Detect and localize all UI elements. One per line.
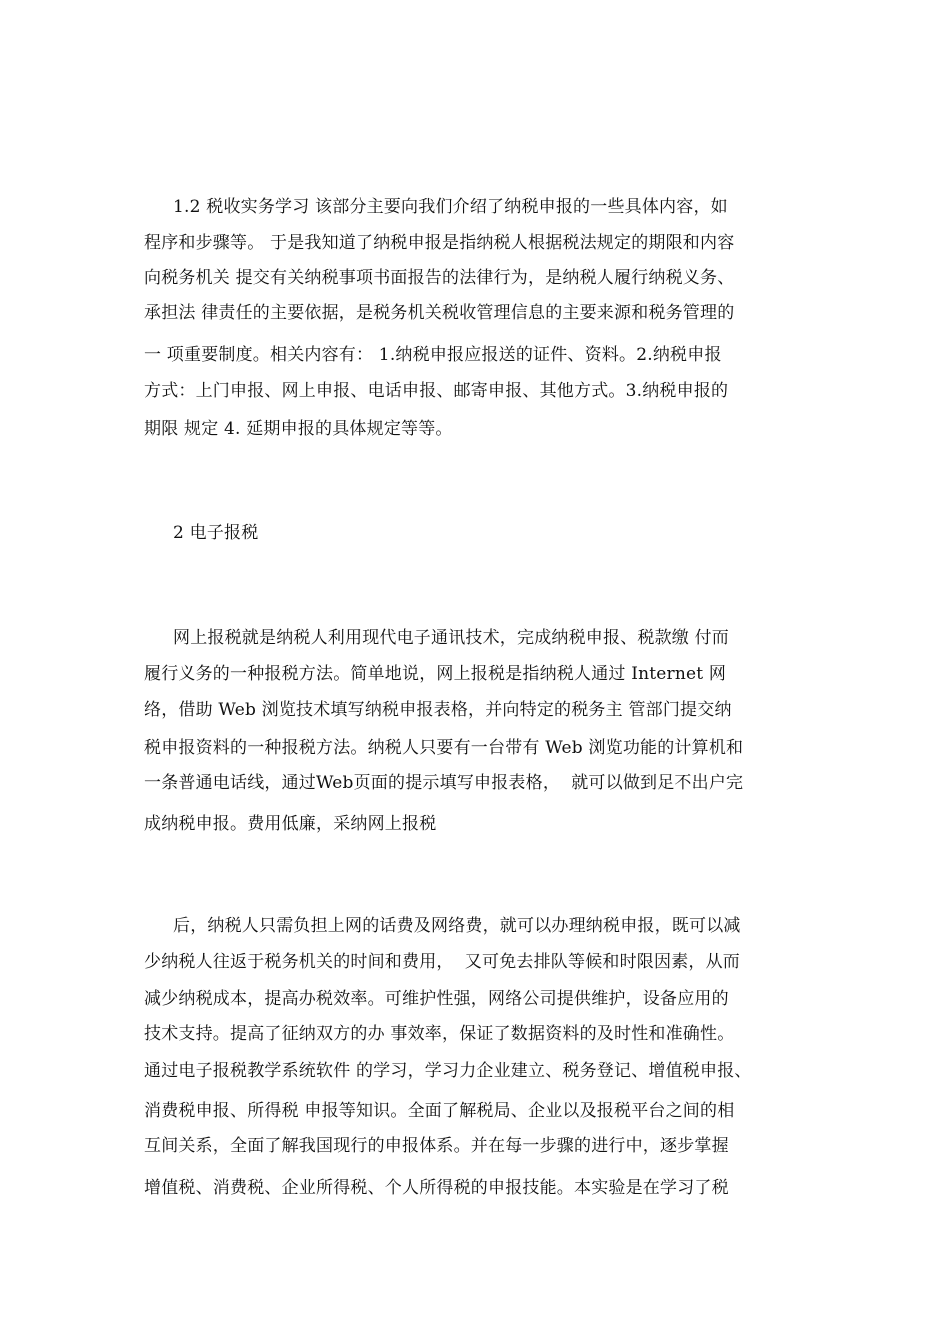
paragraph-3-line-3: 减少纳税成本，提高办税效率。可维护性强，网络公司提供维护，设备应用的 [144, 989, 729, 1009]
paragraph-3-line-2: 少纳税人往返于税务机关的时间和费用， 又可免去排队等候和时限因素，从而 [144, 952, 741, 972]
section-2-heading: 2 电子报税 [173, 523, 259, 543]
paragraph-2-line-4: 税申报资料的一种报税方法。纳税人只要有一台带有 Web 浏览功能的计算机和 [144, 738, 744, 758]
section-1-2-line-5: 一 项重要制度。相关内容有： 1.纳税申报应报送的证件、资料。2.纳税申报 [144, 345, 722, 365]
section-1-2-line-3: 向税务机关 提交有关纳税事项书面报告的法律行为，是纳税人履行纳税义务、 [144, 268, 735, 288]
paragraph-3-line-4: 技术支持。提高了征纳双方的办 事效率，保证了数据资料的及时性和准确性。 [144, 1024, 735, 1044]
paragraph-2-line-3: 络，借助 Web 浏览技术填写纳税申报表格，并向特定的税务主 管部门提交纳 [144, 700, 732, 720]
paragraph-3-line-5: 通过电子报税教学系统软件 的学习，学习力企业建立、税务登记、增值税申报、 [144, 1061, 752, 1081]
section-1-2-line-7: 期限 规定 4. 延期申报的具体规定等等。 [144, 419, 453, 439]
section-1-2-line-2: 程序和步骤等。 于是我知道了纳税申报是指纳税人根据税法规定的期限和内容 [144, 233, 735, 253]
paragraph-3-line-7: 互间关系，全面了解我国现行的申报体系。并在每一步骤的进行中，逐步掌握 [144, 1136, 729, 1156]
paragraph-3-line-6: 消费税申报、所得税 申报等知识。全面了解税局、企业以及报税平台之间的相 [144, 1101, 735, 1121]
section-1-2-line-1: 1.2 税收实务学习 该部分主要向我们介绍了纳税申报的一些具体内容，如 [173, 197, 728, 217]
paragraph-2-line-2: 履行义务的一种报税方法。简单地说，网上报税是指纳税人通过 Internet 网 [144, 664, 727, 684]
paragraph-2-line-1: 网上报税就是纳税人利用现代电子通讯技术，完成纳税申报、税款缴 付而 [173, 628, 730, 648]
paragraph-2-line-5: 一条普通电话线，通过Web页面的提示填写申报表格， 就可以做到足不出户完 [144, 773, 744, 793]
paragraph-3-line-1: 后，纳税人只需负担上网的话费及网络费，就可以办理纳税申报，既可以减 [173, 916, 741, 936]
section-1-2-line-4: 承担法 律责任的主要依据，是税务机关税收管理信息的主要来源和税务管理的 [144, 303, 735, 323]
paragraph-3-line-8: 增值税、消费税、企业所得税、个人所得税的申报技能。本实验是在学习了税 [144, 1178, 729, 1198]
section-1-2-line-6: 方式：上门申报、网上申报、电话申报、邮寄申报、其他方式。3.纳税申报的 [144, 381, 729, 401]
paragraph-2-line-6: 成纳税申报。费用低廉，采纳网上报税 [144, 814, 437, 834]
